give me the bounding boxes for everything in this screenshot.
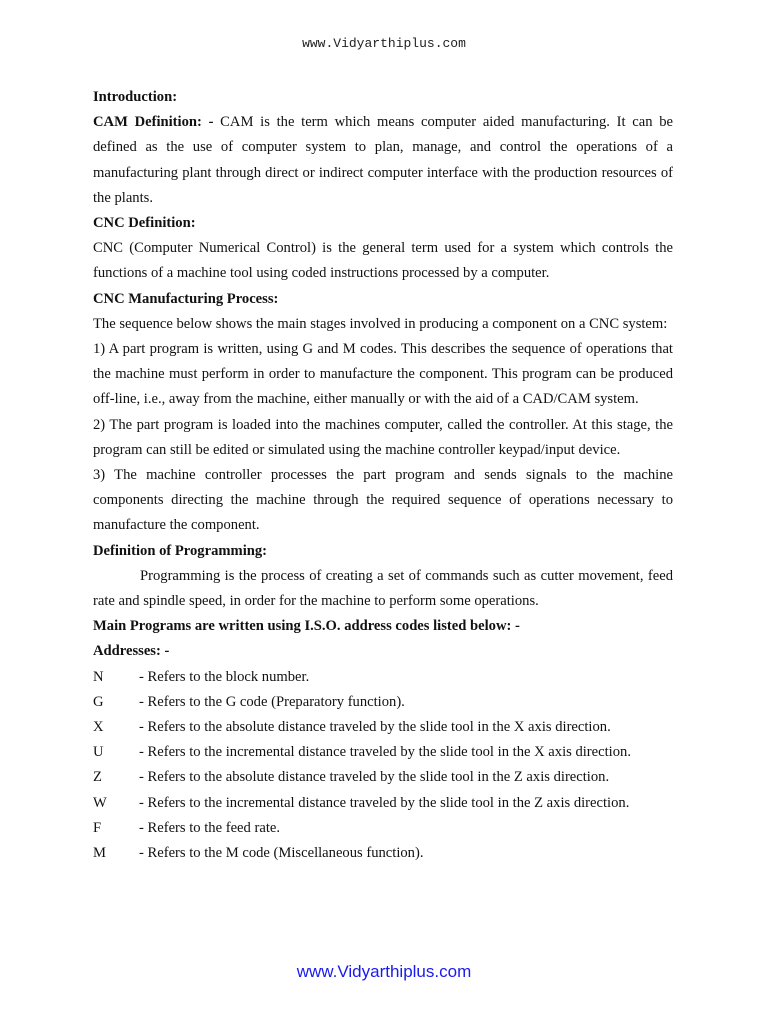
intro-heading: Introduction: <box>93 89 178 105</box>
cam-text: CAM is the term which means computer aided manufacturing. It can be defined as the use of computer system to plan, manage, and control the operations of a manufacturing plant through direct or indirect computer interface with the production resources of the plants. <box>93 114 673 206</box>
cam-label: CAM Definition: - <box>93 114 214 131</box>
process-step-1: 1) A part program is written, using G and M codes. This describes the sequence of operations that the machine must perform in order to manufacture the component. This program can be produced off-line, i.e., away from the machine, either manually or with the aid of a CAD/CAM system. <box>93 341 673 408</box>
address-desc: - Refers to the absolute distance traveled by the slide tool in the Z axis direction. <box>139 769 610 786</box>
cnc-process-heading: CNC Manufacturing Process: <box>93 290 279 307</box>
header-url: www.Vidyarthiplus.com <box>302 36 466 51</box>
address-code: X <box>93 719 104 736</box>
programming-text: Programming is the process of creating a set of commands such as cutter movement, feed rate and spindle speed, in order for the machine to perform some operations. <box>93 567 673 610</box>
address-row-f <box>93 816 673 841</box>
process-step-2: 2) The part program is loaded into the machines computer, called the controller. At this stage, the program can still be edited or simulated using the machine controller keypad/input device. <box>93 416 673 458</box>
address-desc: - Refers to the incremental distance traveled by the slide tool in the Z axis direction. <box>139 794 630 811</box>
address-row-n <box>93 665 673 690</box>
address-desc: - Refers to the block number. <box>139 668 310 685</box>
footer-link[interactable]: www.Vidyarthiplus.com <box>296 962 472 981</box>
address-code: Z <box>93 769 102 786</box>
address-code: N <box>93 668 104 685</box>
address-row-w <box>93 791 673 816</box>
programming-heading: Definition of Programming: <box>93 542 268 559</box>
address-desc: - Refers to the G code (Preparatory function). <box>139 693 405 710</box>
address-code: M <box>93 845 106 862</box>
address-row-x <box>93 715 673 740</box>
main-programs-heading: Main Programs are written using I.S.O. address codes listed below: - <box>93 618 520 635</box>
address-code: W <box>93 794 107 811</box>
cam-definition <box>93 110 673 211</box>
address-desc: - Refers to the M code (Miscellaneous function). <box>139 845 424 862</box>
address-row-u <box>93 740 673 765</box>
process-step-3: 3) The machine controller processes the part program and sends signals to the machine components directing the machine through the required sequence of operations necessary to manufacture the component. <box>93 467 673 534</box>
address-code: F <box>93 819 102 836</box>
address-row-z <box>93 765 673 790</box>
cnc-definition-heading: CNC Definition: <box>93 215 196 232</box>
address-code: U <box>93 744 104 761</box>
addresses-heading: Addresses: - <box>93 643 170 660</box>
address-row-m <box>93 841 673 866</box>
address-code: G <box>93 693 104 710</box>
address-desc: - Refers to the incremental distance traveled by the slide tool in the X axis direction. <box>139 744 631 761</box>
document-body <box>93 85 673 866</box>
address-desc: - Refers to the feed rate. <box>139 819 280 836</box>
address-desc: - Refers to the absolute distance traveled by the slide tool in the X axis direction. <box>139 719 611 736</box>
cnc-process-intro: The sequence below shows the main stages involved in producing a component on a CNC system: <box>93 315 668 332</box>
address-row-g <box>93 690 673 715</box>
cnc-definition-text: CNC (Computer Numerical Control) is the general term used for a system which controls the functions of a machine tool using coded instructions processed by a computer. <box>93 240 673 282</box>
